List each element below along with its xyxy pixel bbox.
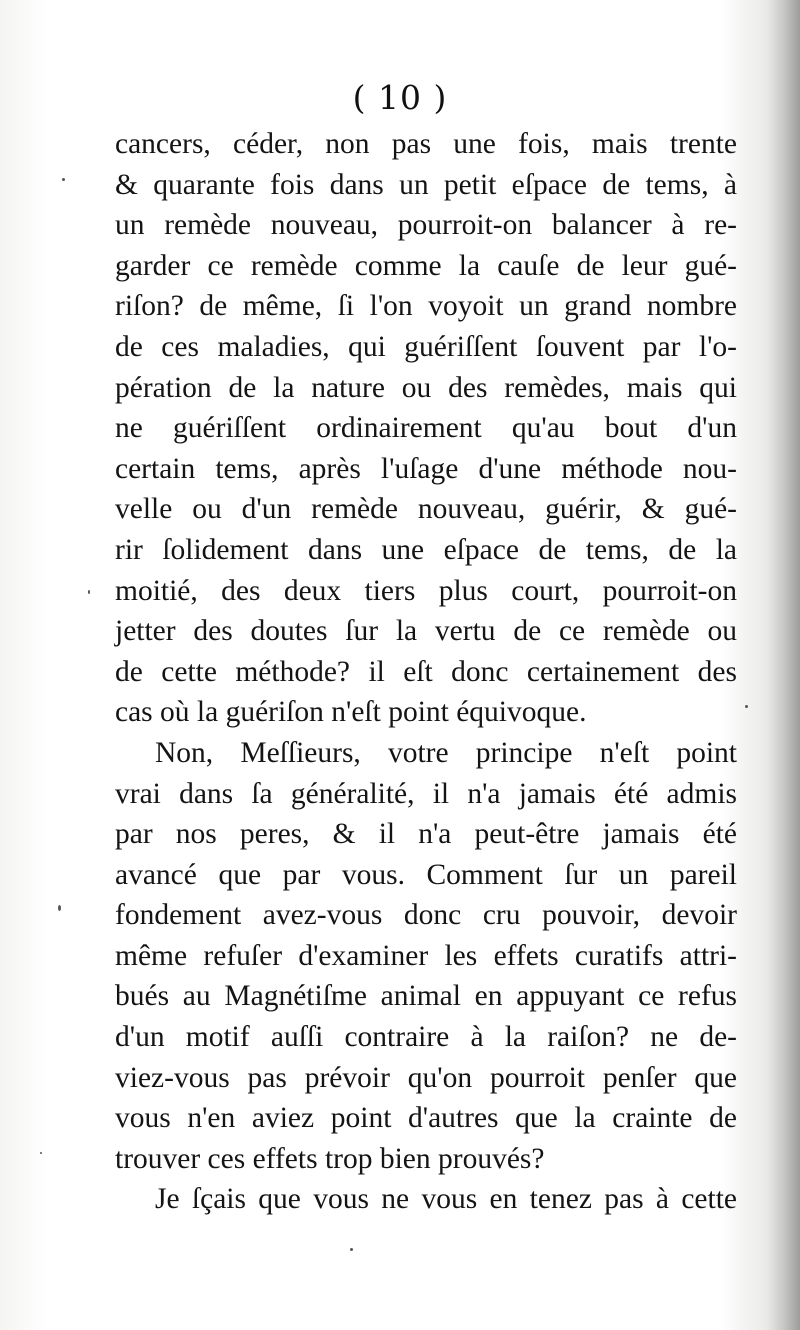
text-line: bués au Magnétiſme animal en appuyant ce refus [115,980,737,1013]
text-line: moitié, des deux tiers plus court, pourroit-on [115,574,737,607]
text-line: viez-vous pas prévoir qu'on pourroit penſer que [115,1061,737,1094]
body-text [115,124,737,1220]
text-line: avancé que par vous. Comment ſur un pareil [115,858,737,891]
ink-speck [40,1152,42,1154]
text-line: trouver ces effets trop bien prouvés? [115,1142,545,1175]
text-line: & quarante fois dans un petit eſpace de tems, à [115,168,737,201]
text-line: cas où la guériſon n'eſt point équivoque. [115,696,587,729]
text-line: un remède nouveau, pourroit-on balancer à re- [115,209,737,242]
page-number: ( 10 ) [352,78,448,117]
ink-speck [350,1248,353,1251]
text-line: riſon? de même, ſi l'on voyoit un grand nombre [115,290,737,323]
text-line: d'un motif auſſi contraire à la raiſon? ne de- [115,1021,737,1054]
text-line: garder ce remède comme la cauſe de leur gué- [115,249,737,282]
text-line: Non, Meſſieurs, votre principe n'eſt point [155,736,737,769]
text-line: rir ſolidement dans une eſpace de tems, de la [115,533,737,566]
text-line: jetter des doutes ſur la vertu de ce remède ou [115,615,737,648]
page-edge-shadow [766,0,800,1330]
text-line: ne guériſſent ordinairement qu'au bout d'un [115,412,737,445]
ink-speck [62,178,65,181]
text-line: Je ſçais que vous ne vous en tenez pas à cette [155,1183,737,1216]
ink-speck [58,905,61,911]
text-line: vrai dans ſa généralité, il n'a jamais été admis [115,777,737,810]
ink-speck [88,590,90,594]
text-line: cancers, céder, non pas une fois, mais trente [115,128,737,160]
ink-speck [745,705,748,708]
text-line: même refuſer d'examiner les effets curatifs attri- [115,939,737,972]
text-line: certain tems, après l'uſage d'une méthode nou- [115,452,737,485]
text-line: fondement avez-vous donc cru pouvoir, devoir [115,899,737,932]
text-line: velle ou d'un remède nouveau, guérir, & gué- [115,493,737,526]
text-line: vous n'en aviez point d'autres que la crainte de [115,1102,737,1135]
text-line: pération de la nature ou des remèdes, mais qui [115,371,737,404]
text-line: de ces maladies, qui guériſſent ſouvent par l'o- [115,330,737,363]
text-line: de cette méthode? il eſt donc certainement des [115,655,737,688]
text-line: par nos peres, & il n'a peut-être jamais été [115,818,737,851]
